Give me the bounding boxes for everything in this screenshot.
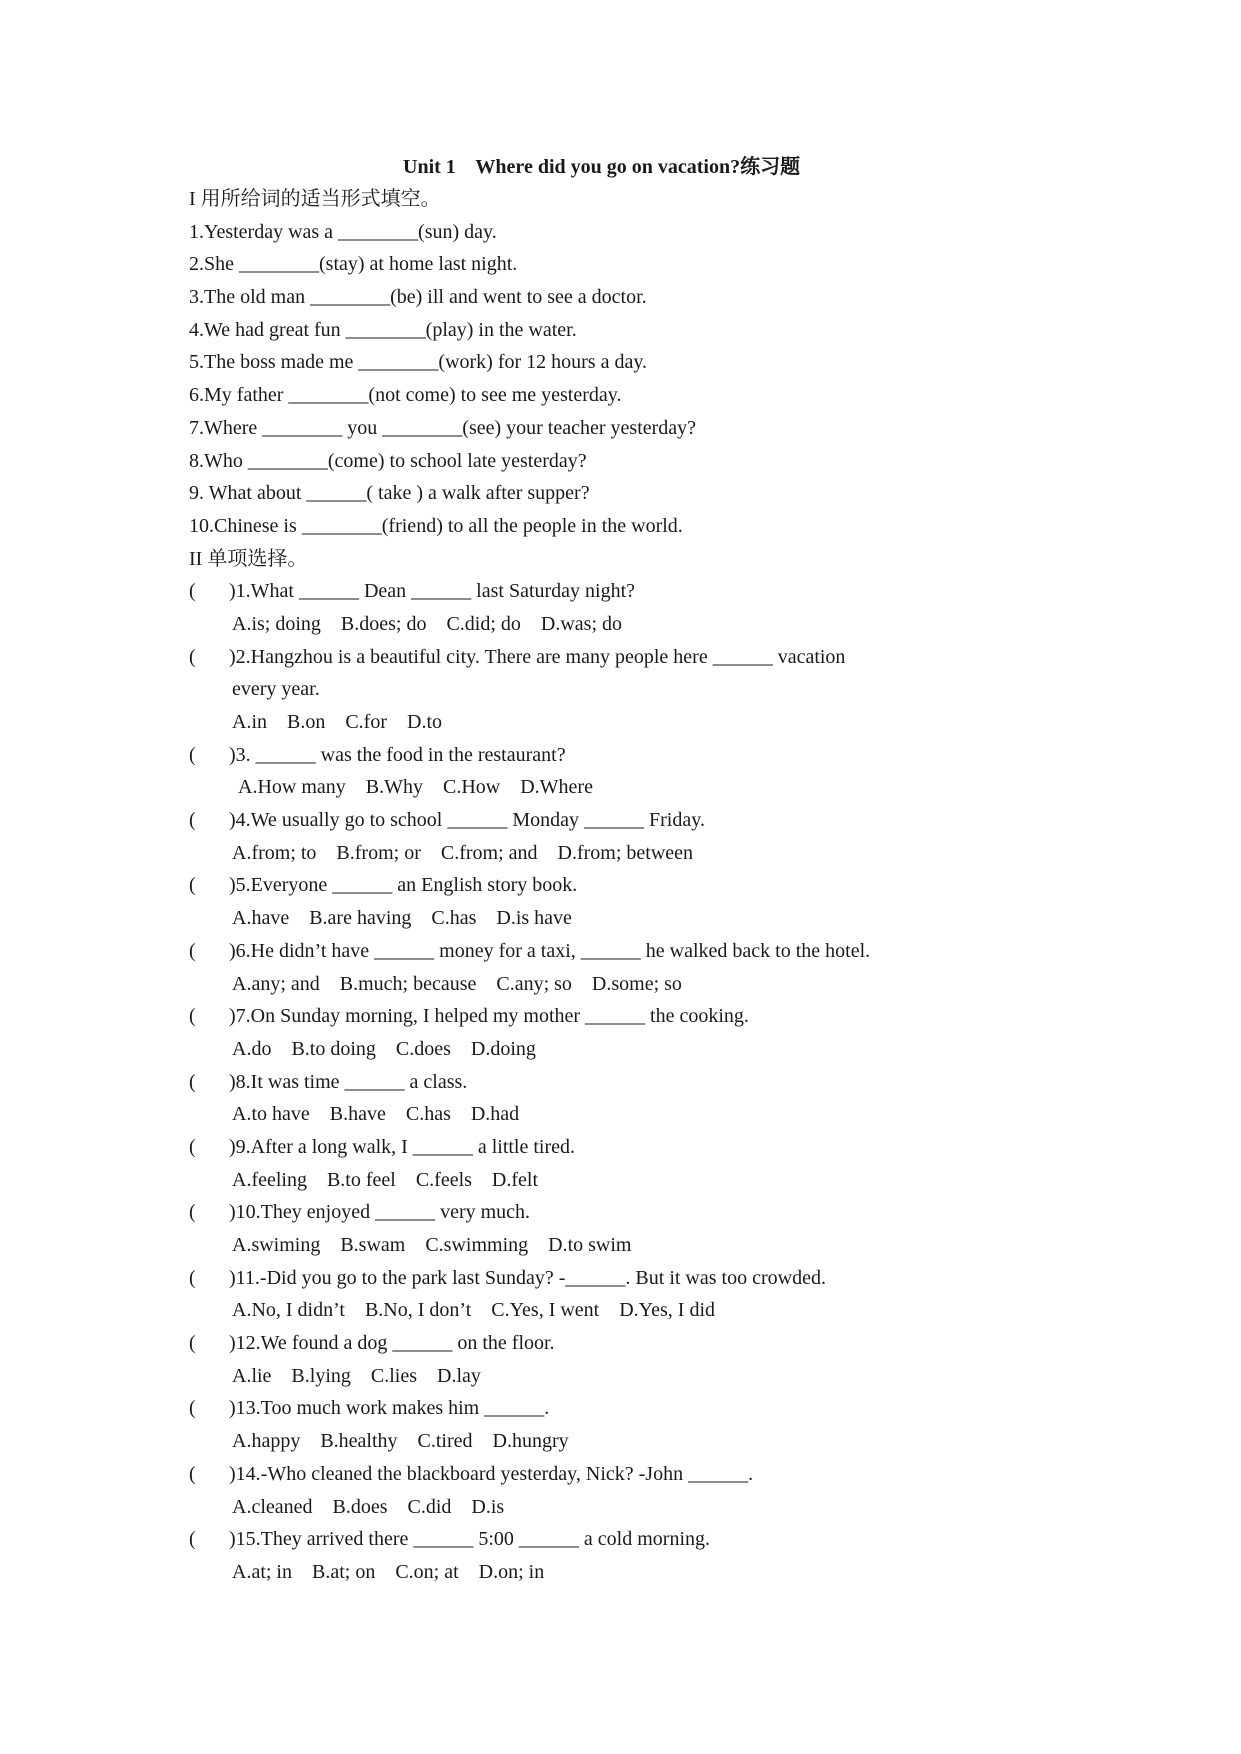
question-stem-row <box>189 1458 1089 1491</box>
mc-question <box>189 869 1089 934</box>
fill-blank-item: 4.We had great fun ________(play) in the water. <box>189 318 577 341</box>
question-stem-row <box>189 575 1089 608</box>
answer-bracket: ( <box>189 743 196 766</box>
mc-question <box>189 1327 1089 1392</box>
question-stem-row <box>189 1262 1089 1295</box>
fill-blank-item: 7.Where ________ you ________(see) your teacher yesterday? <box>189 416 697 439</box>
fill-blank-item: 5.The boss made me ________(work) for 12 hours a day. <box>189 351 648 374</box>
mc-question <box>189 1066 1089 1131</box>
section-1-heading: I 用所给词的适当形式填空。 <box>189 188 441 210</box>
question-stem: )12.We found a dog ______ on the floor. <box>229 1332 555 1355</box>
mc-question <box>189 1458 1089 1523</box>
question-stem-row <box>189 1000 1089 1033</box>
fill-blank-item: 10.Chinese is ________(friend) to all the people in the world. <box>189 514 683 537</box>
mc-question <box>189 935 1089 1000</box>
question-stem-row <box>189 935 1089 968</box>
question-stem-row <box>189 641 1089 674</box>
answer-bracket: ( <box>189 580 196 603</box>
question-stem: )5.Everyone ______ an English story book. <box>229 874 578 897</box>
question-stem-row <box>189 1131 1089 1164</box>
mc-question <box>189 1262 1089 1327</box>
answer-bracket: ( <box>189 1462 196 1485</box>
mc-question <box>189 1196 1089 1261</box>
mc-question <box>189 641 1089 739</box>
multiple-choice-list <box>189 575 1089 1588</box>
question-stem: )8.It was time ______ a class. <box>229 1070 468 1093</box>
question-options: A.lie B.lying C.lies D.lay <box>232 1364 481 1387</box>
question-options: A.do B.to doing C.does D.doing <box>232 1037 536 1060</box>
section-1-items <box>189 216 1089 543</box>
answer-bracket: ( <box>189 874 196 897</box>
question-options: A.feeling B.to feel C.feels D.felt <box>232 1168 539 1191</box>
question-options: A.any; and B.much; because C.any; so D.some; so <box>232 972 682 995</box>
fill-blank-item: 6.My father ________(not come) to see me yesterday. <box>189 384 622 407</box>
fill-blank-item: 3.The old man ________(be) ill and went to see a doctor. <box>189 286 647 309</box>
question-options: A.swiming B.swam C.swimming D.to swim <box>232 1234 632 1256</box>
question-stem-row <box>189 1327 1089 1360</box>
question-options: A.How many B.Why C.How D.Where <box>238 776 593 799</box>
mc-question <box>189 1392 1089 1457</box>
question-stem-row <box>189 1523 1089 1556</box>
question-options: A.in B.on C.for D.to <box>232 711 442 733</box>
question-options: A.from; to B.from; or C.from; and D.from; between <box>232 841 694 864</box>
mc-question <box>189 739 1089 804</box>
section-2-heading: II 单项选择。 <box>189 547 308 570</box>
answer-bracket: ( <box>189 1528 196 1551</box>
question-stem: )14.-Who cleaned the blackboard yesterday, Nick? -John ______. <box>229 1462 754 1485</box>
question-stem: )3. ______ was the food in the restaurant? <box>229 743 566 766</box>
question-stem-row <box>189 869 1089 902</box>
question-options: A.is; doing B.does; do C.did; do D.was; do <box>232 612 623 635</box>
mc-question <box>189 575 1089 640</box>
question-options: A.have B.are having C.has D.is have <box>232 907 572 930</box>
fill-blank-item: 2.She ________(stay) at home last night. <box>189 253 518 276</box>
answer-bracket: ( <box>189 1135 196 1158</box>
answer-bracket: ( <box>189 645 196 668</box>
answer-bracket: ( <box>189 1201 196 1224</box>
fill-blank-item: 1.Yesterday was a ________(sun) day. <box>189 220 497 243</box>
answer-bracket: ( <box>189 1332 196 1355</box>
question-options: A.at; in B.at; on C.on; at D.on; in <box>232 1560 545 1583</box>
answer-bracket: ( <box>189 1397 196 1420</box>
question-stem: )11.-Did you go to the park last Sunday? -______. But it was too crowded. <box>229 1266 826 1289</box>
fill-blank-item: 8.Who ________(come) to school late yesterday? <box>189 449 587 472</box>
answer-bracket: ( <box>189 1266 196 1289</box>
question-stem: )4.We usually go to school ______ Monday ______ Friday. <box>229 809 705 832</box>
question-stem: )6.He didn’t have ______ money for a taxi, ______ he walked back to the hotel. <box>229 939 871 962</box>
fill-blank-item: 9. What about ______( take ) a walk after supper? <box>189 482 590 505</box>
answer-bracket: ( <box>189 1005 196 1028</box>
question-stem-row <box>189 804 1089 837</box>
mc-question <box>189 1523 1089 1588</box>
answer-bracket: ( <box>189 939 196 962</box>
answer-bracket: ( <box>189 809 196 832</box>
question-stem: )7.On Sunday morning, I helped my mother ______ the cooking. <box>229 1005 749 1028</box>
question-options: A.cleaned B.does C.did D.is <box>232 1495 505 1518</box>
question-stem: )9.After a long walk, I ______ a little tired. <box>229 1135 576 1158</box>
question-stem-row <box>189 1196 1089 1229</box>
question-stem-row <box>189 1392 1089 1425</box>
question-stem-continued: every year. <box>232 678 320 701</box>
question-options: A.happy B.healthy C.tired D.hungry <box>232 1430 569 1453</box>
worksheet <box>189 151 1089 1589</box>
mc-question <box>189 1000 1089 1065</box>
question-stem-row <box>189 739 1089 772</box>
question-stem: )10.They enjoyed ______ very much. <box>229 1201 531 1224</box>
answer-bracket: ( <box>189 1070 196 1093</box>
question-stem: )1.What ______ Dean ______ last Saturday night? <box>229 580 636 603</box>
question-options: A.No, I didn’t B.No, I don’t C.Yes, I went D.Yes, I did <box>232 1299 715 1322</box>
mc-question <box>189 1131 1089 1196</box>
question-stem-row <box>189 1066 1089 1099</box>
question-stem: )15.They arrived there ______ 5:00 ______ a cold morning. <box>229 1528 710 1551</box>
question-stem: )13.Too much work makes him ______. <box>229 1397 550 1420</box>
question-options: A.to have B.have C.has D.had <box>232 1103 520 1126</box>
question-stem: )2.Hangzhou is a beautiful city. There are many people here ______ vacation <box>229 645 846 668</box>
mc-question <box>189 804 1089 869</box>
worksheet-title: Unit 1 Where did you go on vacation?练习题 <box>403 156 801 178</box>
